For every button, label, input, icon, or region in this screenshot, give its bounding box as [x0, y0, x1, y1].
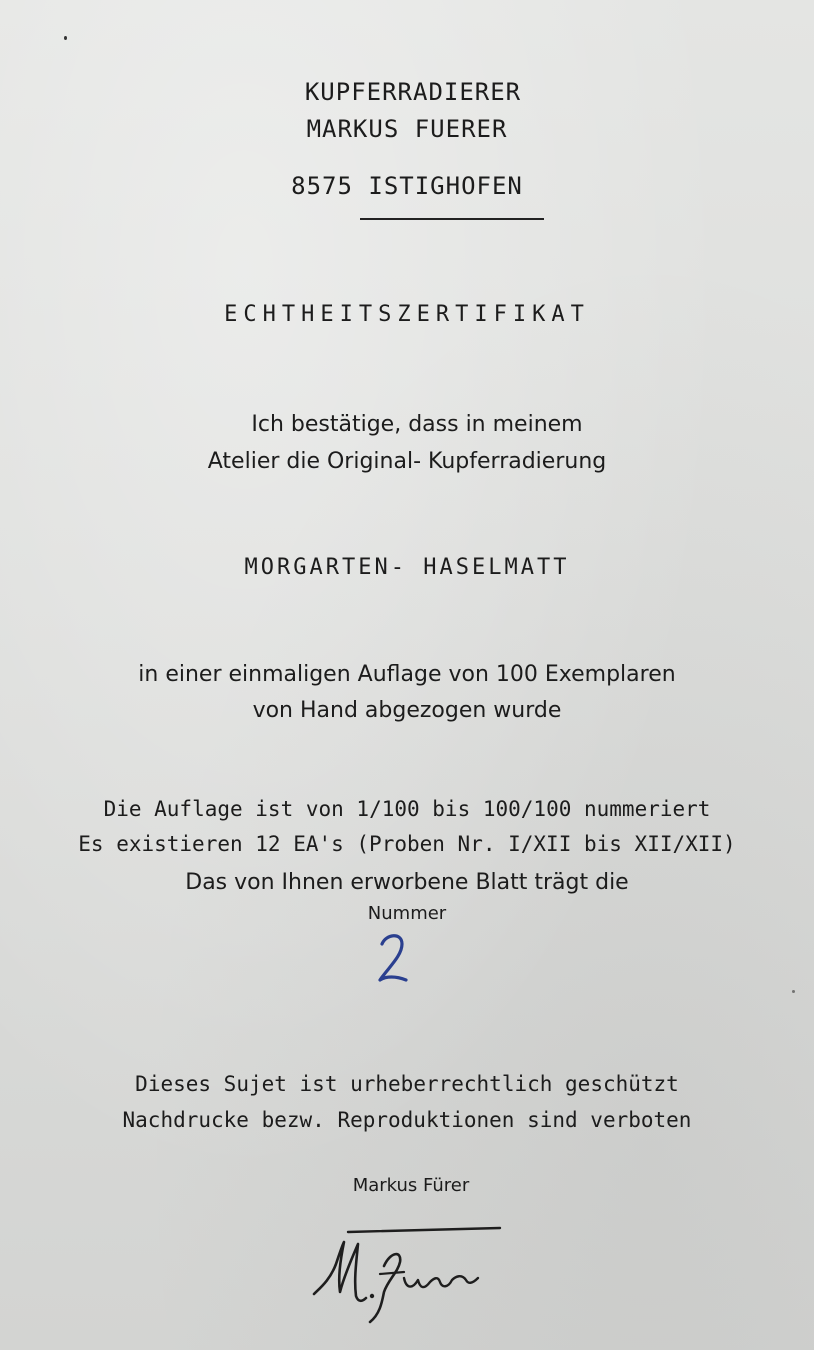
artwork-title: MORGARTEN- HASELMATT — [244, 555, 570, 580]
certificate-title: ECHTHEITSZERTIFIKAT — [224, 302, 590, 327]
intro-line-1: Ich bestätige, dass in meinem — [251, 412, 583, 437]
paper-speck — [64, 36, 67, 40]
handwritten-signature — [300, 1222, 530, 1332]
numbering-line-3: Das von Ihnen erworbene Blatt trägt die — [185, 870, 629, 895]
header-underline — [360, 218, 544, 220]
numbering-line-2: Es existieren 12 EA's (Proben Nr. I/XII bis XII/XII) — [78, 832, 736, 856]
paper-speck — [792, 990, 795, 993]
copyright-line-2: Nachdrucke bezw. Reproduktionen sind verboten — [122, 1108, 692, 1132]
studio-name: KUPFERRADIERER — [304, 78, 522, 106]
artist-address: 8575 ISTIGHOFEN — [291, 172, 523, 200]
copyright-line-1: Dieses Sujet ist urheberrechtlich geschützt — [135, 1072, 679, 1096]
numbering-line-4: Nummer — [367, 903, 447, 924]
numbering-line-1: Die Auflage ist von 1/100 bis 100/100 nummeriert — [103, 797, 711, 821]
edition-line-2: von Hand abgezogen wurde — [252, 698, 562, 723]
intro-line-2: Atelier die Original- Kupferradierung — [207, 449, 607, 474]
handwritten-number — [368, 928, 420, 990]
edition-line-1: in einer einmaligen Auflage von 100 Exemplaren — [138, 662, 676, 687]
signer-name: Markus Fürer — [352, 1175, 470, 1196]
artist-name: MARKUS FUERER — [306, 115, 508, 143]
